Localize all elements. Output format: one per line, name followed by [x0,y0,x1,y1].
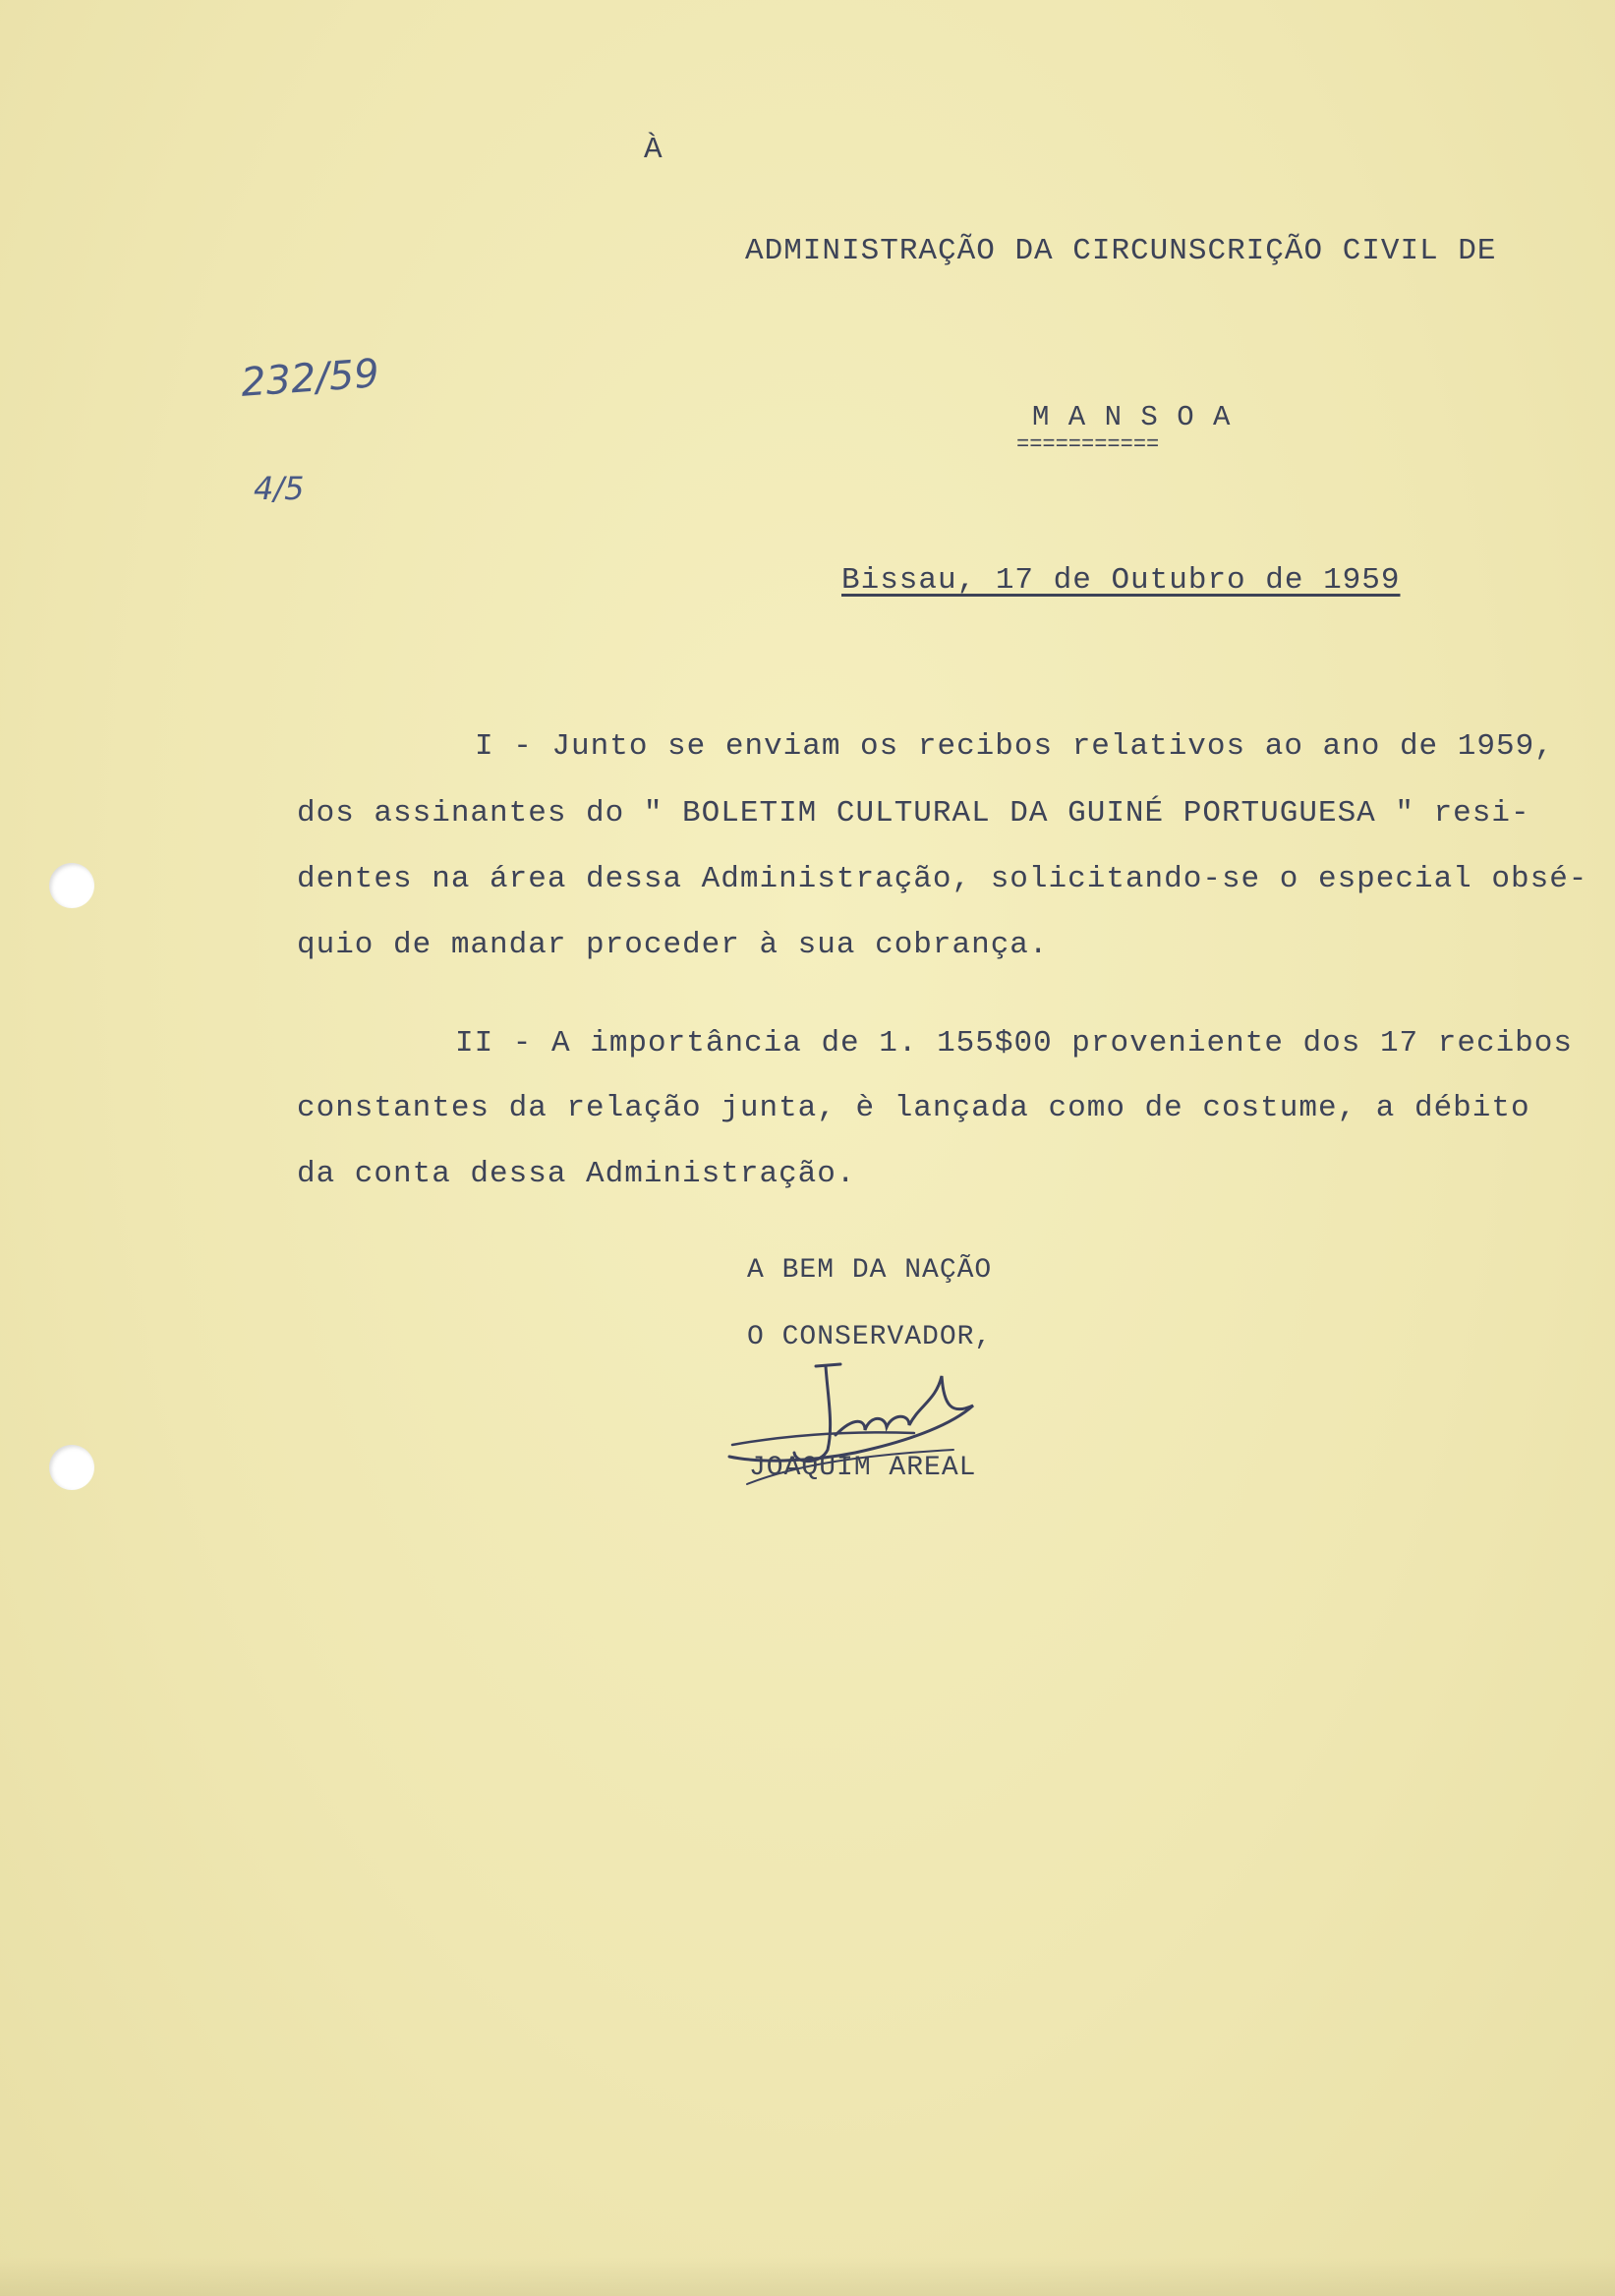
date-line: Bissau, 17 de Outubro de 1959 [841,563,1401,598]
reference-number: 232/59 [239,351,381,406]
paragraph-1-line-3: dentes na área dessa Administração, solicitando-se o especial obsé- [297,862,1588,896]
signatory-name: JOAQUIM AREAL [749,1453,977,1483]
addressee-line: ADMINISTRAÇÃO DA CIRCUNSCRIÇÃO CIVIL DE [745,234,1497,268]
folio-number: 4/5 [254,470,305,507]
paragraph-2-line-1: II - A importância de 1. 155$00 proveniente dos 17 recibos [455,1026,1573,1061]
place-name: M A N S O A [1032,401,1232,433]
paragraph-1-line-2: dos assinantes do " BOLETIM CULTURAL DA GUINÉ PORTUGUESA " resi- [297,796,1530,831]
paragraph-2-line-2: constantes da relação junta, è lançada como de costume, a débito [297,1091,1530,1125]
closing-title: O CONSERVADOR, [747,1322,993,1352]
addressee-prefix: À [644,133,663,167]
closing-salutation: A BEM DA NAÇÃO [747,1255,993,1286]
punch-hole-top [49,863,94,908]
paper-bottom-edge [0,2257,1615,2296]
punch-hole-bottom [49,1445,94,1490]
paragraph-1-line-1: I - Junto se enviam os recibos relativos ao ano de 1959, [475,729,1554,764]
paragraph-1-line-4: quio de mandar proceder à sua cobrança. [297,928,1049,962]
paragraph-2-line-3: da conta dessa Administração. [297,1157,856,1191]
place-underline: =========== [1016,432,1160,457]
